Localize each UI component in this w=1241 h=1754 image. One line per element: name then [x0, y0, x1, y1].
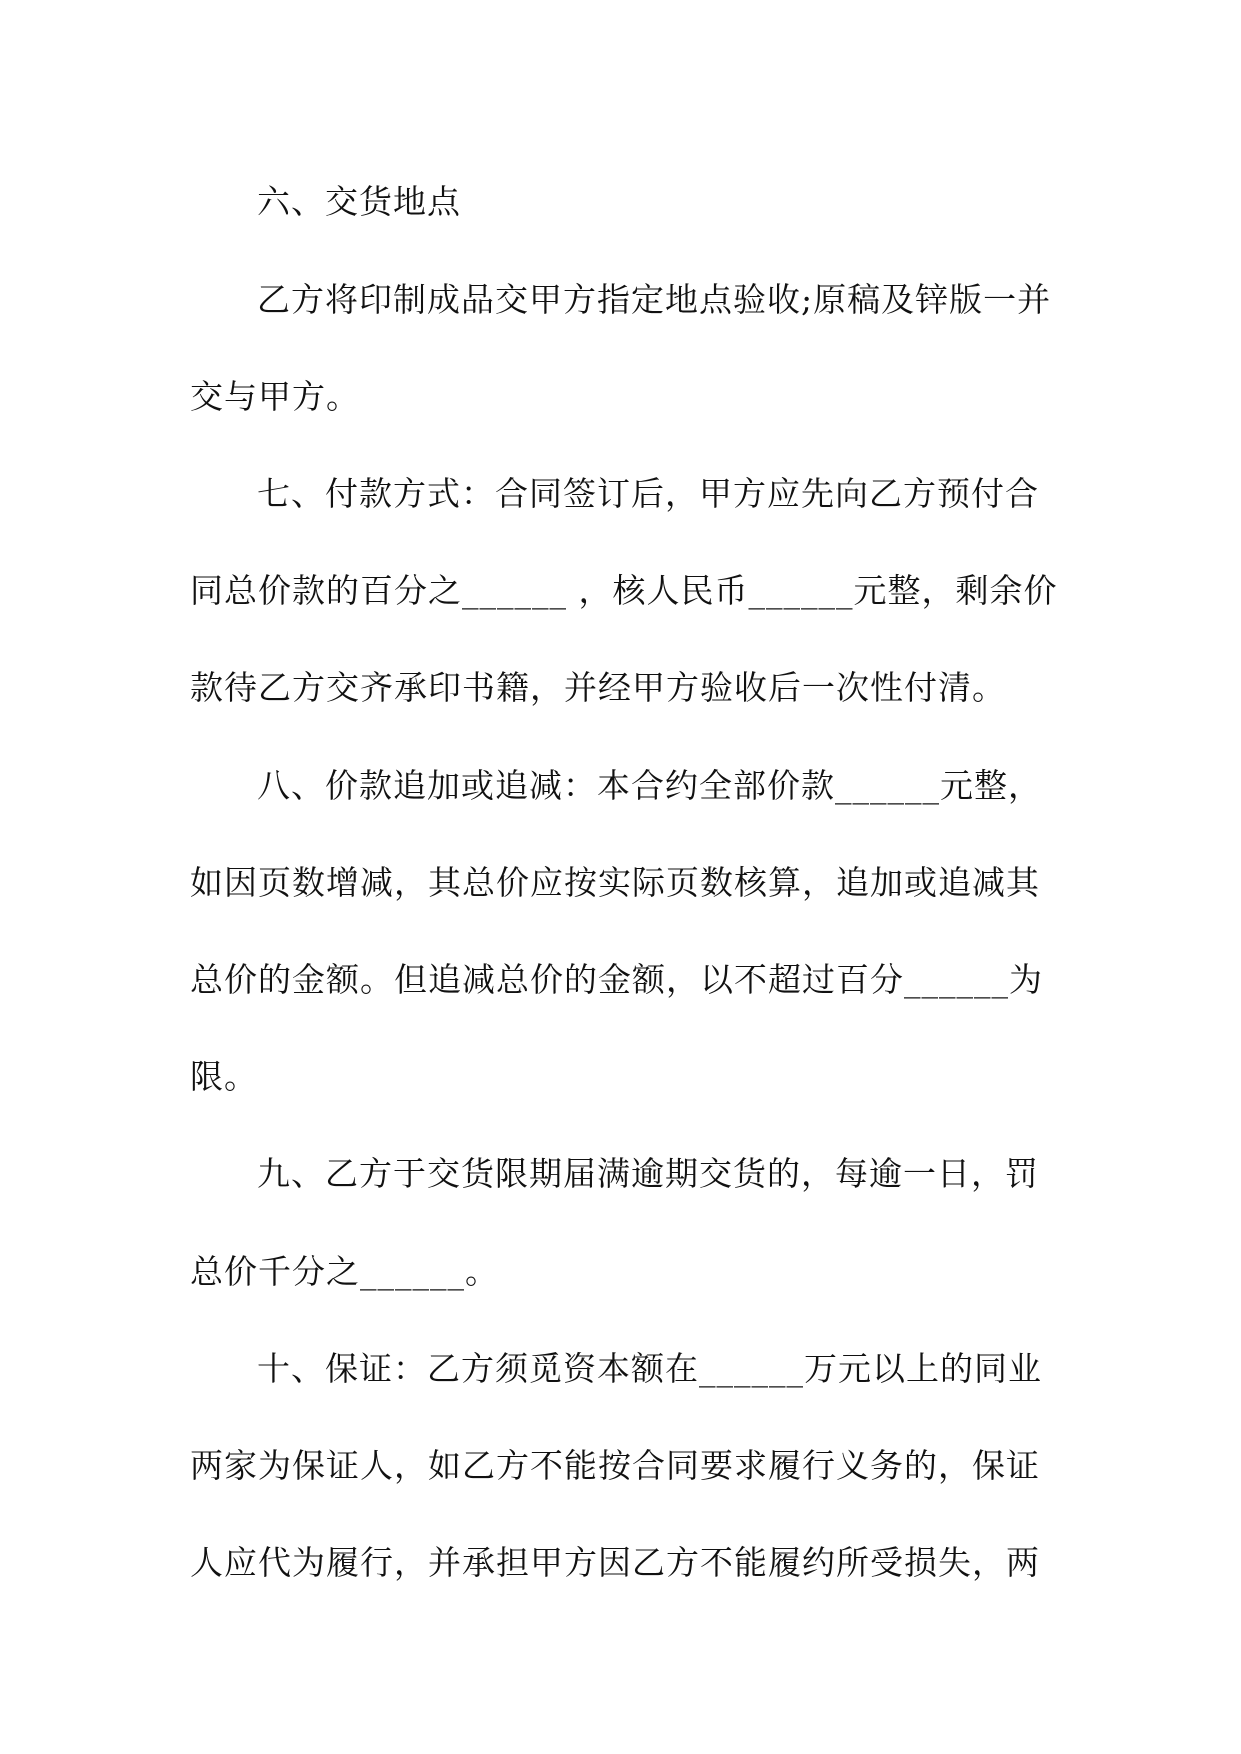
section-8-text-line-3: 总价的金额。但追减总价的金额，以不超过百分______为 — [190, 960, 1043, 999]
section-8-text-line-2: 如因页数增减，其总价应按实际页数核算，追加或追减其 — [190, 863, 1040, 902]
section-9-text-line-2: 总价千分之______。 — [190, 1252, 499, 1291]
section-9-text-line-1: 九、乙方于交货限期届满逾期交货的，每逾一日，罚 — [257, 1154, 1039, 1193]
section-6-heading: 六、交货地点 — [257, 182, 461, 221]
section-7-text-line-1: 七、付款方式：合同签订后，甲方应先向乙方预付合 — [257, 474, 1039, 513]
section-8-text-line-1: 八、价款追加或追减：本合约全部价款______元整， — [257, 766, 1042, 805]
section-10-text-line-3: 人应代为履行，并承担甲方因乙方不能履约所受损失，两 — [190, 1543, 1040, 1582]
section-10-text-line-2: 两家为保证人，如乙方不能按合同要求履行义务的，保证 — [190, 1446, 1040, 1485]
section-10-text-line-1: 十、保证：乙方须觅资本额在______万元以上的同业 — [257, 1349, 1042, 1388]
section-6-text-line-1: 乙方将印制成品交甲方指定地点验收;原稿及锌版一并 — [257, 280, 1052, 319]
section-6-text-line-2: 交与甲方。 — [190, 377, 360, 416]
section-8-text-line-4: 限。 — [190, 1057, 258, 1096]
section-7-text-line-2: 同总价款的百分之______ ，核人民币______元整，剩余价 — [190, 571, 1058, 610]
section-7-text-line-3: 款待乙方交齐承印书籍，并经甲方验收后一次性付清。 — [190, 668, 1006, 707]
